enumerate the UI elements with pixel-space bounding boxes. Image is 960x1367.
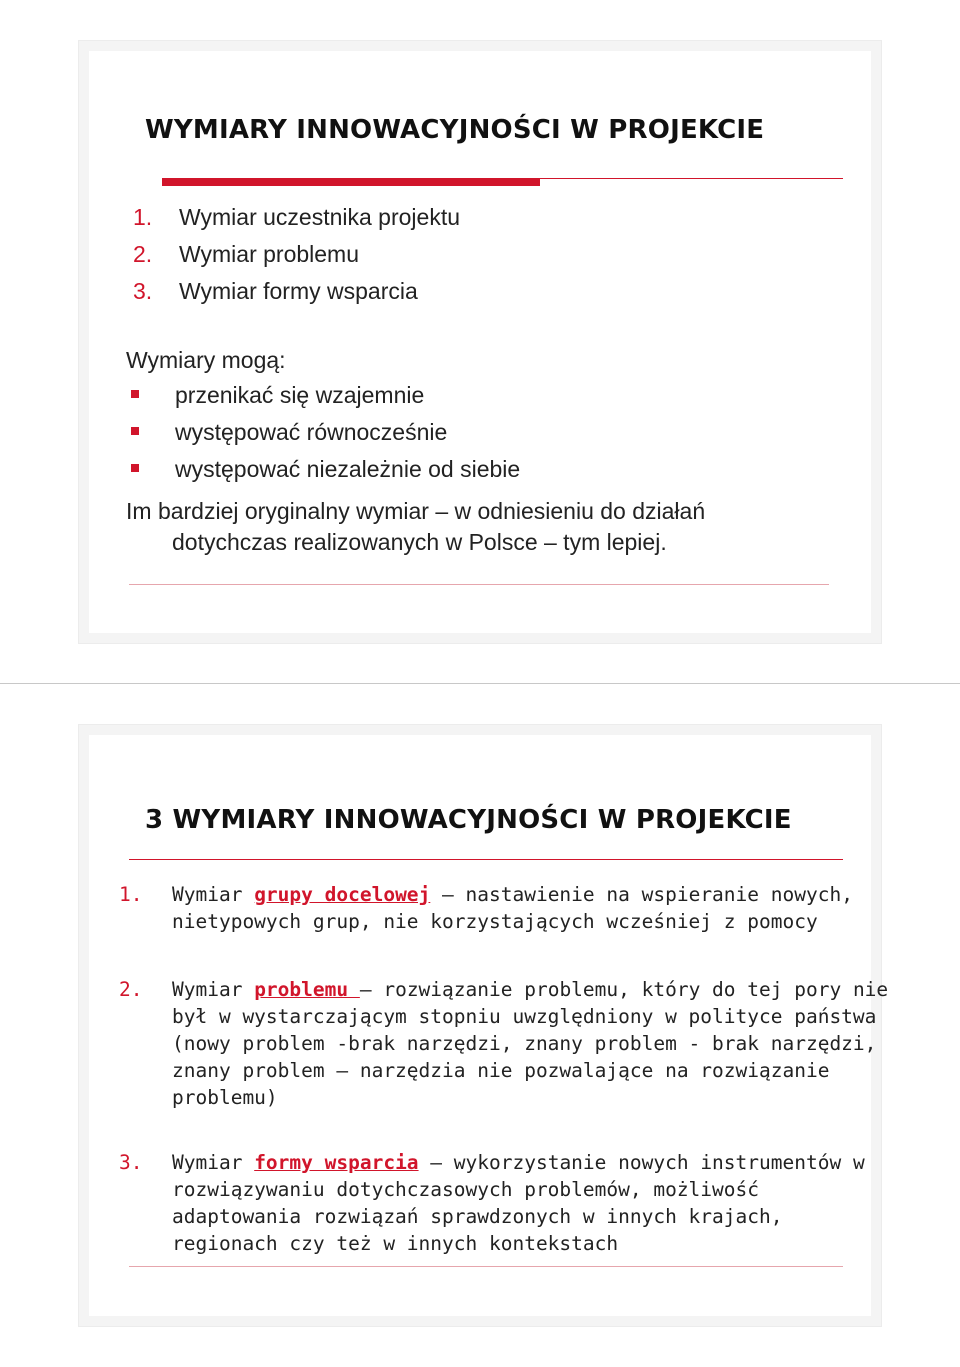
list-item: 1. Wymiar uczestnika projektu bbox=[133, 204, 460, 230]
highlight-term: problemu bbox=[254, 978, 360, 1001]
page-bottom-half bbox=[0, 684, 960, 1367]
square-bullet-icon bbox=[131, 427, 139, 435]
slide-1-title: WYMIARY INNOWACYJNOŚCI W PROJEKCIE bbox=[145, 115, 765, 145]
list-item: występować niezależnie od siebie bbox=[129, 451, 829, 488]
slide-2-bottom-separator bbox=[129, 1266, 843, 1267]
list-item: przenikać się wzajemnie bbox=[129, 377, 829, 414]
slide-1-lead: Wymiary mogą: bbox=[126, 347, 286, 373]
slide-2-title: 3 WYMIARY INNOWACYJNOŚCI W PROJEKCIE bbox=[145, 805, 792, 835]
list-item: 3. Wymiar formy wsparcia – wykorzystanie nowych instrumentów w rozwiązywaniu dotychczasowych problemów, możliwość adaptowania rozwiązań sprawdzonych w innych krajach, regionach czy też w innych kontekstach bbox=[119, 1151, 865, 1255]
slide-1-bullet-list bbox=[129, 377, 829, 488]
slide-1-bottom-separator bbox=[129, 584, 829, 585]
slide-1 bbox=[78, 40, 882, 644]
highlight-term: formy wsparcia bbox=[254, 1151, 419, 1174]
square-bullet-icon bbox=[131, 390, 139, 398]
list-item: 2. Wymiar problemu – rozwiązanie problemu, który do tej pory nie był w wystarczającym stopniu uwzględniony w polityce państwa (nowy problem -brak narzędzi, znany problem - brak narzędzi, znany problem – narzędzia nie pozwalające na rozwiązanie problemu) bbox=[119, 978, 889, 1109]
slide-1-paragraph: Im bardziej oryginalny wymiar – w odniesieniu do działań dotychczas realizowanych w Polsce – tym lepiej. bbox=[126, 498, 706, 555]
slide-2 bbox=[78, 724, 889, 1327]
title-underline-thick bbox=[162, 178, 540, 186]
list-item: 1. Wymiar grupy docelowej – nastawienie na wspieranie nowych, nietypowych grup, nie korzystających wcześniej z pomocy bbox=[119, 883, 853, 933]
slide-2-canvas bbox=[89, 735, 889, 1316]
highlight-term: grupy docelowej bbox=[254, 883, 431, 906]
list-item: 3. Wymiar formy wsparcia bbox=[133, 278, 418, 304]
slide-1-numbered-list bbox=[133, 199, 833, 310]
slide-1-canvas bbox=[89, 51, 871, 633]
title-underline-thin bbox=[540, 178, 843, 179]
square-bullet-icon bbox=[131, 464, 139, 472]
title-underline bbox=[129, 859, 843, 860]
list-item: występować równocześnie bbox=[129, 414, 829, 451]
list-item: 2. Wymiar problemu bbox=[133, 241, 360, 267]
